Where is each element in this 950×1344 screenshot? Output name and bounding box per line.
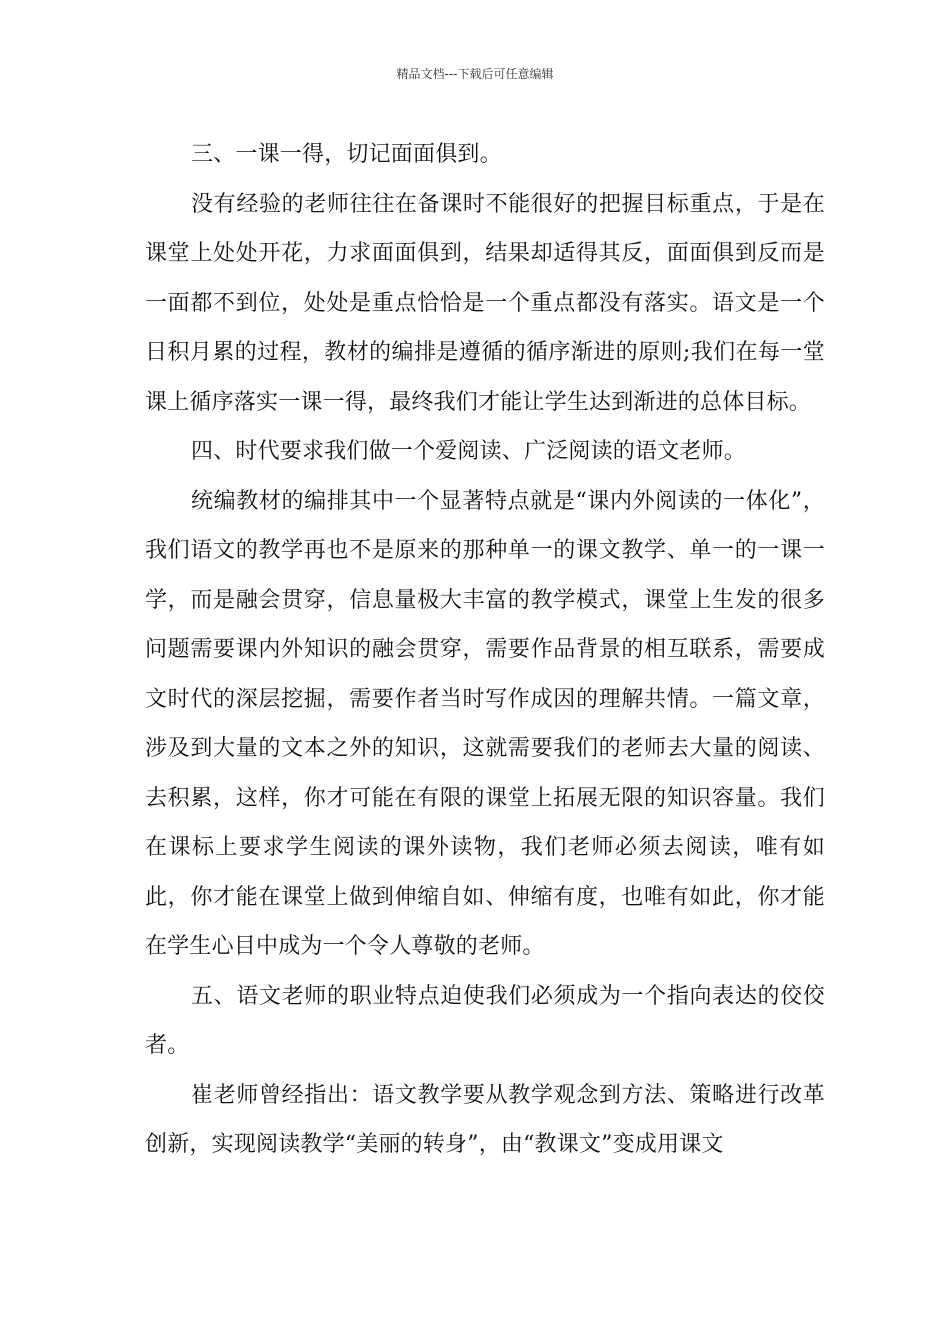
document-body xyxy=(145,130,825,1170)
page-header: 精品文档---下载后可任意编辑 xyxy=(396,67,554,81)
paragraph-reading-teacher: 统编教材的编排其中一个显著特点就是“课内外阅读的一体化”，我们语文的教学再也不是原来的那种单一的课文教学、单一的一课一学，而是融会贯穿，信息量极大丰富的教学模式，课堂上生发的很多问题需要课内外知识的融会贯穿，需要作品背景的相互联系，需要成文时代的深层挖掘，需要作者当时写作成因的理解共情。一篇文章，涉及到大量的文本之外的知识，这就需要我们的老师去大量的阅读、去积累，这样，你才可能在有限的课堂上拓展无限的知识容量。我们在课标上要求学生阅读的课外读物，我们老师必须去阅读，唯有如此，你才能在课堂上做到伸缩自如、伸缩有度，也唯有如此，你才能在学生心目中成为一个令人尊敬的老师。 xyxy=(145,488,825,959)
paragraph-lesson-focus: 没有经验的老师往往在备课时不能很好的把握目标重点，于是在课堂上处处开花，力求面面俱到，结果却适得其反，面面俱到反而是一面都不到位，处处是重点恰恰是一个重点都没有落实。语文是一个日积月累的过程，教材的编排是遵循的循序渐进的原则;我们在每一堂课上循序落实一课一得，最终我们才能让学生达到渐进的总体目标。 xyxy=(145,191,825,415)
section-heading-five: 五、语文老师的职业特点迫使我们必须成为一个指向表达的佼佼者。 xyxy=(145,983,825,1058)
paragraph-teacher-cui: 崔老师曾经指出：语文教学要从教学观念到方法、策略进行改革创新，实现阅读教学“美丽的转身”，由“教课文”变成用课文 xyxy=(145,1082,825,1157)
section-heading-three: 三、一课一得，切记面面俱到。 xyxy=(191,142,502,167)
section-heading-four: 四、时代要求我们做一个爱阅读、广泛阅读的语文老师。 xyxy=(191,439,747,464)
